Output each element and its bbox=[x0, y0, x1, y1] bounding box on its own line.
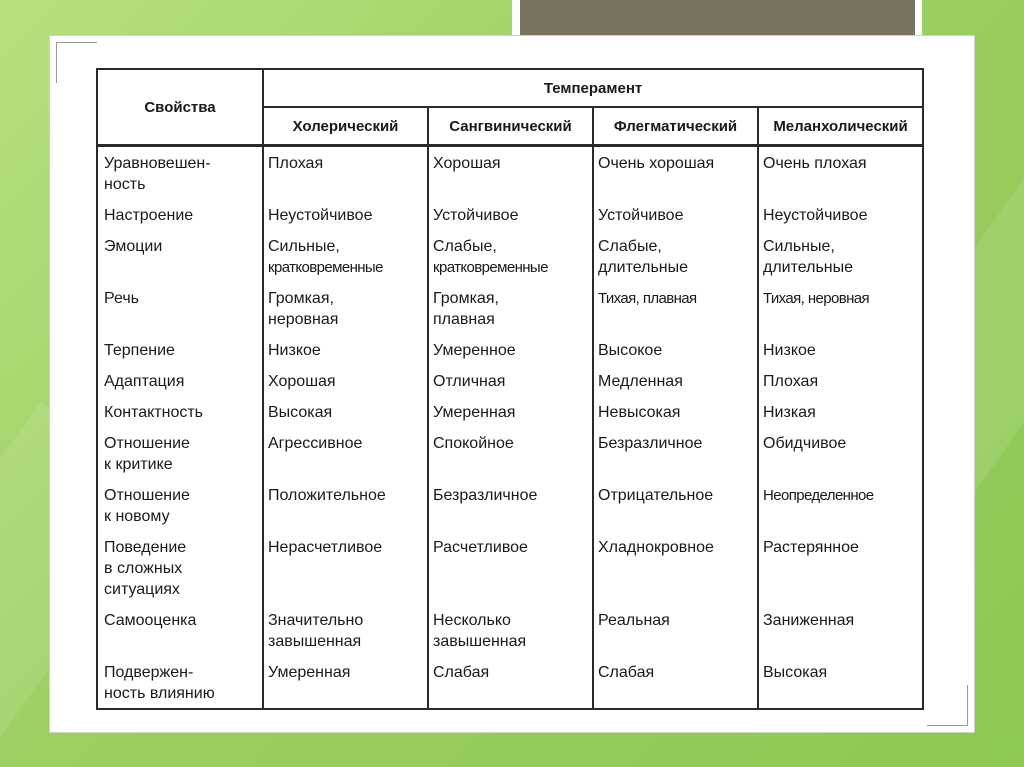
value-cell bbox=[758, 531, 923, 604]
value-cell bbox=[593, 282, 758, 334]
value-line: Слабая bbox=[433, 664, 490, 681]
top-bar bbox=[520, 0, 915, 36]
value-line: Низкое bbox=[268, 342, 321, 359]
value-cell bbox=[593, 427, 758, 479]
property-cell bbox=[97, 199, 263, 230]
value-cell bbox=[263, 282, 428, 334]
property-line: Речь bbox=[104, 290, 140, 307]
value-line: Устойчивое bbox=[598, 207, 684, 224]
value-cell bbox=[758, 427, 923, 479]
value-line: Расчетливое bbox=[433, 539, 528, 556]
property-line: Эмоции bbox=[104, 238, 163, 255]
value-cell bbox=[428, 334, 593, 365]
value-cell bbox=[428, 531, 593, 604]
value-line: Хорошая bbox=[268, 373, 336, 390]
value-line: Заниженная bbox=[763, 612, 855, 629]
value-line: плавная bbox=[433, 311, 495, 328]
value-line: длительные bbox=[763, 259, 854, 276]
property-cell bbox=[97, 282, 263, 334]
value-line: Растерянное bbox=[763, 539, 859, 556]
value-cell bbox=[428, 365, 593, 396]
value-line: Агрессивное bbox=[268, 435, 363, 452]
value-cell bbox=[758, 365, 923, 396]
value-line: Очень плохая bbox=[763, 155, 867, 172]
value-line: Умеренное bbox=[433, 342, 516, 359]
value-line: Отличная bbox=[433, 373, 506, 390]
value-line: Медленная bbox=[598, 373, 683, 390]
corner-mark bbox=[56, 42, 97, 83]
value-cell bbox=[593, 146, 758, 200]
value-cell bbox=[428, 146, 593, 200]
table-row bbox=[97, 199, 923, 230]
property-line: к новому bbox=[104, 508, 170, 525]
value-line: Слабая bbox=[598, 664, 655, 681]
temperament-header: Темперамент bbox=[263, 69, 923, 107]
value-line: Слабые, bbox=[433, 238, 497, 255]
value-line: Высокая bbox=[268, 404, 333, 421]
value-cell bbox=[428, 427, 593, 479]
property-cell bbox=[97, 604, 263, 656]
property-cell bbox=[97, 334, 263, 365]
value-cell bbox=[263, 365, 428, 396]
properties-header: Свойства bbox=[97, 69, 263, 146]
table-row bbox=[97, 396, 923, 427]
value-cell bbox=[758, 282, 923, 334]
value-line: Спокойное bbox=[433, 435, 514, 452]
value-line: Неопределенное bbox=[763, 487, 874, 504]
value-line: Хорошая bbox=[433, 155, 501, 172]
value-line: Несколько bbox=[433, 612, 511, 629]
value-line: Тихая, неровная bbox=[763, 290, 870, 307]
value-cell bbox=[428, 199, 593, 230]
value-line: Сильные, bbox=[763, 238, 835, 255]
value-line: Слабые, bbox=[598, 238, 662, 255]
value-line: Безразличное bbox=[598, 435, 703, 452]
value-line: Плохая bbox=[268, 155, 324, 172]
type-header: Флегматический bbox=[593, 107, 758, 146]
value-cell bbox=[758, 199, 923, 230]
value-cell bbox=[593, 365, 758, 396]
value-line: Очень хорошая bbox=[598, 155, 715, 172]
value-line: Плохая bbox=[763, 373, 819, 390]
value-cell bbox=[263, 479, 428, 531]
value-line: Безразличное bbox=[433, 487, 538, 504]
value-line: Значительно bbox=[268, 612, 364, 629]
value-cell bbox=[428, 604, 593, 656]
table-row bbox=[97, 479, 923, 531]
table-row bbox=[97, 146, 923, 200]
value-cell bbox=[263, 146, 428, 200]
type-header: Холерический bbox=[263, 107, 428, 146]
value-cell bbox=[428, 396, 593, 427]
value-line: Громкая, bbox=[268, 290, 334, 307]
value-cell bbox=[263, 531, 428, 604]
property-line: ситуациях bbox=[104, 581, 180, 598]
value-line: Громкая, bbox=[433, 290, 499, 307]
property-line: Настроение bbox=[104, 207, 194, 224]
property-cell bbox=[97, 396, 263, 427]
value-cell bbox=[758, 604, 923, 656]
property-line: Поведение bbox=[104, 539, 187, 556]
property-cell bbox=[97, 230, 263, 282]
property-line: в сложных bbox=[104, 560, 183, 577]
value-cell bbox=[428, 230, 593, 282]
value-line: кратковременные bbox=[268, 259, 383, 276]
property-line: Отношение bbox=[104, 487, 190, 504]
value-cell bbox=[593, 531, 758, 604]
property-cell bbox=[97, 365, 263, 396]
value-cell bbox=[428, 479, 593, 531]
value-cell bbox=[263, 334, 428, 365]
property-line: к критике bbox=[104, 456, 173, 473]
corner-mark bbox=[927, 685, 968, 726]
value-line: Низкое bbox=[763, 342, 816, 359]
value-cell bbox=[263, 604, 428, 656]
property-line: Контактность bbox=[104, 404, 204, 421]
value-line: Отрицательное bbox=[598, 487, 714, 504]
property-cell bbox=[97, 531, 263, 604]
property-line: Уравновешен- bbox=[104, 155, 211, 172]
property-cell bbox=[97, 427, 263, 479]
value-line: завышенная bbox=[433, 633, 527, 650]
value-cell bbox=[758, 479, 923, 531]
table-row bbox=[97, 656, 923, 709]
value-cell bbox=[593, 199, 758, 230]
table-row bbox=[97, 604, 923, 656]
value-line: Неустойчивое bbox=[268, 207, 373, 224]
value-line: Неустойчивое bbox=[763, 207, 868, 224]
value-line: Тихая, плавная bbox=[598, 290, 697, 307]
property-line: Адаптация bbox=[104, 373, 185, 390]
table-row bbox=[97, 427, 923, 479]
value-line: Реальная bbox=[598, 612, 670, 629]
value-line: Высокое bbox=[598, 342, 663, 359]
value-cell bbox=[593, 479, 758, 531]
value-cell bbox=[758, 230, 923, 282]
value-line: Положительное bbox=[268, 487, 386, 504]
property-cell bbox=[97, 146, 263, 200]
type-header: Сангвинический bbox=[428, 107, 593, 146]
value-cell bbox=[263, 199, 428, 230]
property-cell bbox=[97, 656, 263, 709]
table-row bbox=[97, 365, 923, 396]
temperament-table bbox=[96, 68, 924, 710]
value-cell bbox=[263, 396, 428, 427]
value-line: Обидчивое bbox=[763, 435, 847, 452]
value-line: Умеренная bbox=[268, 664, 351, 681]
value-line: длительные bbox=[598, 259, 689, 276]
value-cell bbox=[263, 427, 428, 479]
property-line: Отношение bbox=[104, 435, 190, 452]
value-line: завышенная bbox=[268, 633, 362, 650]
type-header: Меланхолический bbox=[758, 107, 923, 146]
value-cell bbox=[593, 604, 758, 656]
value-cell bbox=[428, 656, 593, 709]
property-line: Самооценка bbox=[104, 612, 197, 629]
value-cell bbox=[263, 230, 428, 282]
value-line: кратковременные bbox=[433, 259, 548, 276]
value-line: Невысокая bbox=[598, 404, 681, 421]
property-line: Терпение bbox=[104, 342, 175, 359]
table-row bbox=[97, 334, 923, 365]
value-cell bbox=[593, 230, 758, 282]
value-cell bbox=[758, 146, 923, 200]
value-cell bbox=[758, 334, 923, 365]
property-line: Подвержен- bbox=[104, 664, 194, 681]
slide-content bbox=[50, 36, 974, 732]
value-cell bbox=[593, 334, 758, 365]
value-line: Хладнокровное bbox=[598, 539, 714, 556]
value-line: Нерасчетливое bbox=[268, 539, 383, 556]
value-line: Умеренная bbox=[433, 404, 516, 421]
property-cell bbox=[97, 479, 263, 531]
table-row bbox=[97, 531, 923, 604]
table-row bbox=[97, 230, 923, 282]
value-cell bbox=[263, 656, 428, 709]
property-line: ность влиянию bbox=[104, 685, 215, 702]
property-line: ность bbox=[104, 176, 146, 193]
value-cell bbox=[593, 656, 758, 709]
table-row bbox=[97, 282, 923, 334]
value-cell bbox=[428, 282, 593, 334]
table-body bbox=[97, 146, 923, 710]
value-cell bbox=[758, 396, 923, 427]
value-line: Низкая bbox=[763, 404, 816, 421]
value-line: Устойчивое bbox=[433, 207, 519, 224]
value-cell bbox=[758, 656, 923, 709]
value-line: неровная bbox=[268, 311, 339, 328]
value-cell bbox=[593, 396, 758, 427]
value-line: Сильные, bbox=[268, 238, 340, 255]
value-line: Высокая bbox=[763, 664, 828, 681]
